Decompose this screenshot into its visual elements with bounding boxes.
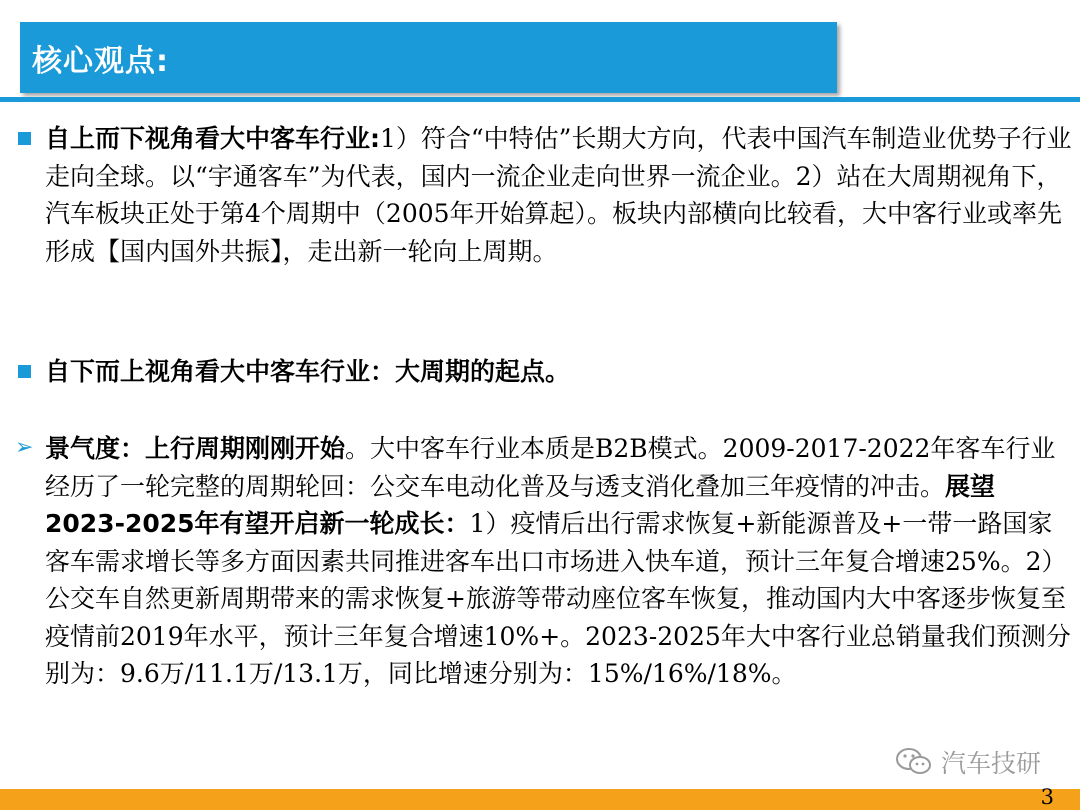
- wechat-icon: [895, 746, 933, 778]
- page-title: 核心观点:: [32, 44, 169, 79]
- page-number: 3: [1040, 785, 1054, 809]
- point-3-label-2: 展望2023-2025年有望开启新一轮成长：: [45, 471, 996, 538]
- point-2: [45, 353, 1073, 391]
- footer-bar: [0, 789, 1080, 810]
- divider-rule: [0, 97, 1080, 102]
- point-1: [45, 120, 1073, 270]
- point-1-label: 自上而下视角看大中客车行业:: [45, 124, 380, 153]
- arrow-bullet-icon: ➢: [15, 435, 34, 460]
- watermark-text: 汽车技研: [941, 749, 1042, 778]
- point-3: [45, 430, 1073, 693]
- square-bullet-icon: [18, 365, 31, 378]
- point-1-text: 1）符合“中特估”长期大方向，代表中国汽车制造业优势子行业走向全球。以“宇通客车”为代表，国内一流企业走向世界一流企业。2）站在大周期视角下，汽车板块正处于第4个周期中（2005年开始算起）。板块内部横向比较看，大中客行业或率先形成【国内国外共振】，走出新一轮向上周期。: [45, 124, 1072, 266]
- point-3-text-1: 。大中客车行业本质是B2B模式。2009-2017-2022年客车行业经历了一轮完整的周期轮回：公交车电动化普及与透支消化叠加三年疫情的冲击。: [45, 434, 1056, 501]
- square-bullet-icon: [18, 132, 31, 145]
- point-3-label: 景气度：上行周期刚刚开始: [45, 434, 346, 463]
- point-2-label: 自下而上视角看大中客车行业：大周期的起点。: [45, 357, 571, 386]
- title-banner: [20, 22, 837, 93]
- watermark: [895, 744, 1041, 780]
- point-3-text-2: 1）疫情后出行需求恢复+新能源普及+一带一路国家客车需求增长等多方面因素共同推进客车出口市场进入快车道，预计三年复合增速25%。2）公交车自然更新周期带来的需求恢复+旅游等带动座位客车恢复，推动国内大中客逐步恢复至疫情前2019年水平，预计三年复合增速10%+。2023-2025年大中客行业总销量我们预测分别为：9.6万/11.1万/13.1万，同比增速分别为：15%/16%/18%。: [45, 509, 1071, 688]
